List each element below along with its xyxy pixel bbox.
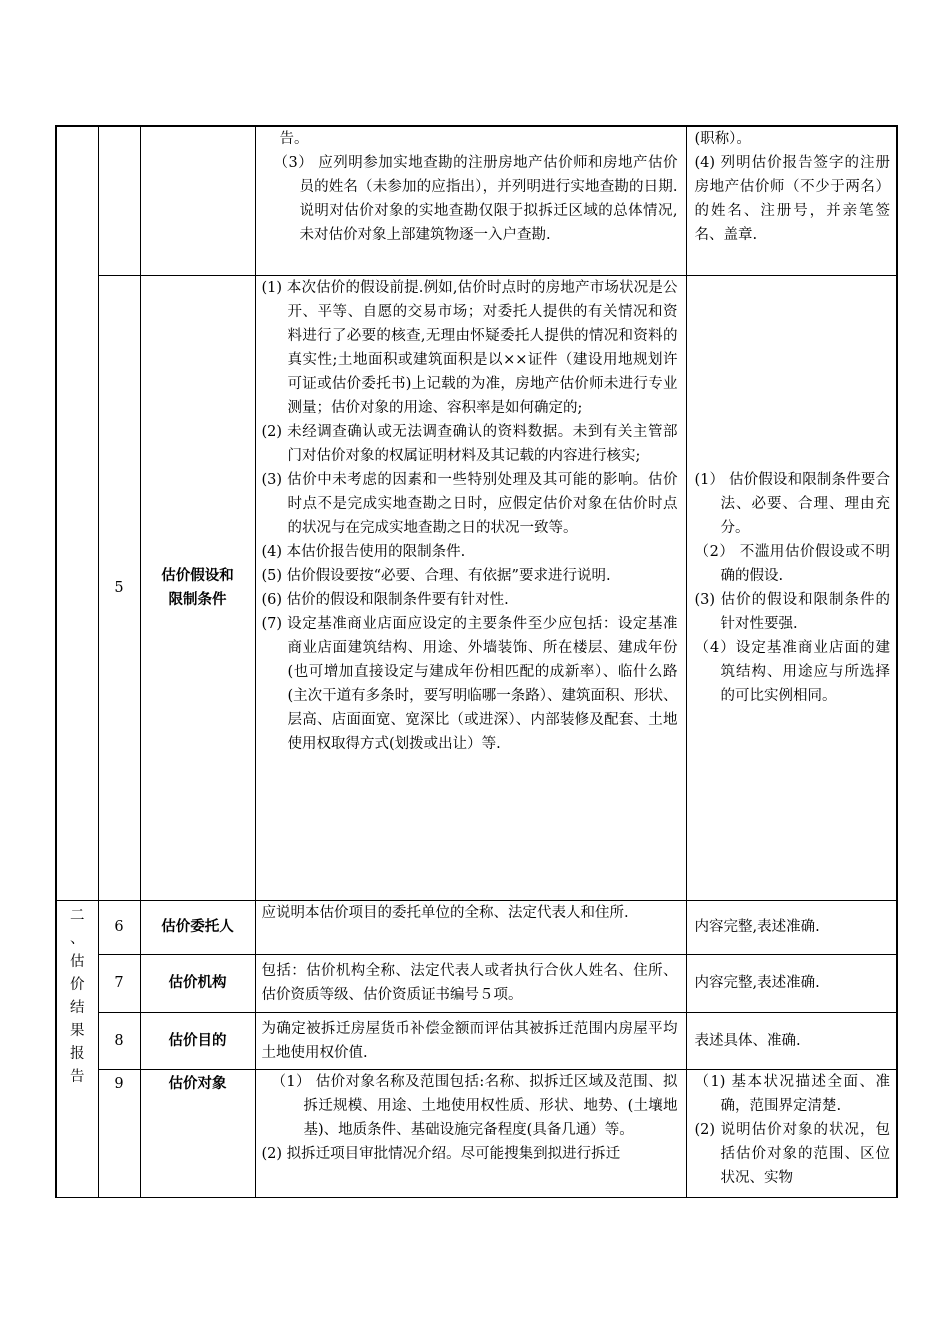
row-content: 为确定被拆迁房屋货币补偿金额而评估其被拆迁范围内房屋平均土地使用权价值. <box>255 1012 686 1069</box>
section-label-char: 结 <box>70 999 85 1016</box>
table-row-continuation <box>56 126 897 275</box>
requirement-item: (1） 估价假设和限制条件要合法、必要、合理、理由充分。 <box>694 471 890 536</box>
table-row-7 <box>56 954 897 1012</box>
section-label-char: 果 <box>70 1022 85 1039</box>
row-content: 应说明本估价项目的委托单位的全称、法定代表人和住所. <box>255 900 686 954</box>
row-number: 9 <box>98 1069 140 1197</box>
section-label-char: 、 <box>70 930 85 947</box>
row-title-line: 限制条件 <box>168 591 227 608</box>
appraisal-requirements-table <box>55 125 898 1198</box>
section-label-char: 价 <box>70 976 85 993</box>
row-title: 估价委托人 <box>140 900 255 954</box>
content-item: (7) 设定基准商业店面应设定的主要条件至少应包括：设定基准商业店面建筑结构、用途、外墙装饰、所在楼层、建成年份(也可增加直接设定与建成年份相匹配的成新率）、临什么路(主次干道有多条时，要写明临哪一条路）、建筑面积、形状、层高、店面面宽、宽深比（或进深）、内部装修及配套、土地使用权取得方式(划拨或出让）等. <box>261 615 678 752</box>
row-content: 包括：估价机构全称、法定代表人或者执行合伙人姓名、住所、估价资质等级、估价资质证书编号５项。 <box>255 954 686 1012</box>
content-item: (3) 估价中未考虑的因素和一些特别处理及其可能的影响。估价时点不是完成实地查勘之日时，应假定估价对象在估价时点的状况与在完成实地查勘之日的状况一致等。 <box>261 471 678 536</box>
requirement-item: （2） 不滥用估价假设或不明确的假设. <box>694 543 890 584</box>
requirement-item: (2) 说明估价对象的状况，包括估价对象的范围、区位状况、实物 <box>694 1121 890 1186</box>
section-label-vertical <box>57 905 98 1089</box>
row-content <box>255 275 686 900</box>
content-item: (5) 估价假设要按“必要、合理、有依据”要求进行说明. <box>261 567 611 584</box>
row-content <box>255 1069 686 1197</box>
row-title-line: 估价假设和 <box>161 567 234 584</box>
row-requirement: 内容完整,表述准确. <box>686 954 897 1012</box>
content-item: （3） 应列明参加实地查勘的注册房地产估价师和房地产估价员的姓名（未参加的应指出），并列明进行实地查勘的日期.说明对估价对象的实地查勘仅限于拟拆迁区域的总体情况,未对估价对象上部建筑物逐一入户查勘. <box>273 155 678 243</box>
row-requirement: 表述具体、准确. <box>686 1012 897 1069</box>
requirement-item: （1) 基本状况描述全面、准确，范围界定清楚. <box>694 1073 890 1114</box>
section-label-char: 估 <box>70 953 85 970</box>
content-item: (2) 未经调查确认或无法调查确认的资料数据。未到有关主管部门对估价对象的权属证明材料及其记载的内容进行核实; <box>261 423 678 464</box>
row-requirement <box>686 275 897 900</box>
requirement-item: (3) 估价的假设和限制条件的针对性要强. <box>694 591 890 632</box>
section-label-char: 报 <box>70 1045 85 1062</box>
table-row-5 <box>56 275 897 900</box>
table-row-6 <box>56 900 897 954</box>
section-label-char: 二 <box>70 907 85 924</box>
requirement-line: (职称）。 <box>694 131 751 147</box>
table-row-8 <box>56 1012 897 1069</box>
content-item: (2) 拟拆迁项目审批情况介绍。尽可能搜集到拟进行拆迁 <box>261 1145 621 1162</box>
row-title: 估价目的 <box>140 1012 255 1069</box>
requirement-item: （4）设定基准商业店面的建筑结构、用途应与所选择的可比实例相同。 <box>694 639 890 704</box>
row-requirement <box>686 126 897 275</box>
row-title <box>140 275 255 900</box>
row-number: 7 <box>98 954 140 1012</box>
row-title <box>140 126 255 275</box>
row-number: 6 <box>98 900 140 954</box>
content-item: (4) 本估价报告使用的限制条件. <box>261 543 466 560</box>
table-row-9 <box>56 1069 897 1197</box>
content-item: (1) 本次估价的假设前提.例如,估价时点时的房地产市场状况是公开、平等、自愿的交易市场；对委托人提供的有关情况和资料进行了必要的核查,无理由怀疑委托人提供的情况和资料的真实性;土地面积或建筑面积是以××证件（建设用地规划许可证或估价委托书)上记载的为准，房地产估价师未进行专业测量；估价对象的用途、容积率是如何确定的; <box>261 279 678 416</box>
section-cell-empty <box>56 126 98 900</box>
row-title: 估价对象 <box>140 1069 255 1197</box>
row-content <box>255 126 686 275</box>
requirement-line: (4) 列明估价报告签字的注册房地产估价师（不少于两名）的姓名、注册号，并亲笔签名、盖章. <box>694 155 890 243</box>
content-line: 告。 <box>279 131 309 147</box>
section-label-cell <box>56 900 98 1197</box>
content-item: (6) 估价的假设和限制条件要有针对性. <box>261 591 509 608</box>
row-requirement <box>686 1069 897 1197</box>
row-requirement: 内容完整,表述准确. <box>686 900 897 954</box>
row-number <box>98 126 140 275</box>
content-item: （1） 估价对象名称及范围包括:名称、拟拆迁区域及范围、拟拆迁规模、用途、土地使用权性质、形状、地势、(土壤地基)、地质条件、基础设施完备程度(具备几通）等。 <box>271 1073 678 1138</box>
row-number: 8 <box>98 1012 140 1069</box>
row-number: 5 <box>98 275 140 900</box>
row-title: 估价机构 <box>140 954 255 1012</box>
section-label-char: 告 <box>70 1068 85 1085</box>
